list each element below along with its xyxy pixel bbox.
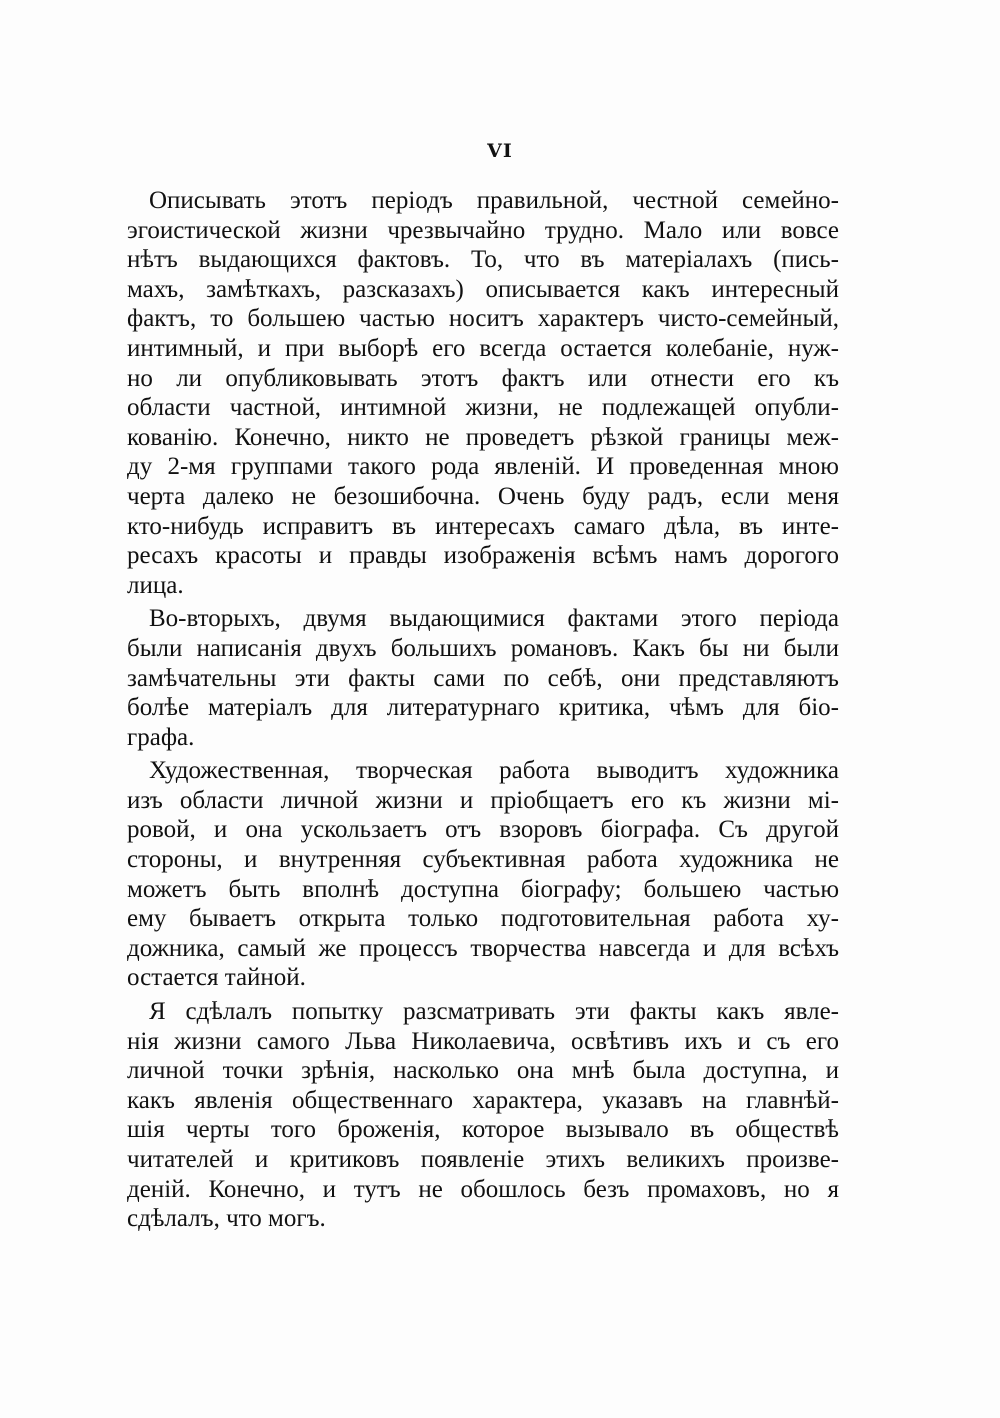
- text-line: Во-вторыхъ, двумя выдающимися фактами этого періода: [149, 605, 839, 633]
- text-line: фактъ, то большею частью носитъ характеръ чисто-семейный,: [127, 305, 839, 333]
- text-line: махъ, замѣткахъ, разсказахъ) описывается какъ интересный: [127, 275, 839, 303]
- body-text: [127, 186, 839, 1238]
- text-line: ровой, и она ускользаетъ отъ взоровъ біографа. Съ другой: [127, 816, 839, 844]
- text-line: интимный, и при выборѣ его всегда остается колебаніе, нуж-: [127, 334, 839, 362]
- text-line: графа.: [127, 723, 195, 751]
- text-line: шія черты того броженія, которое вызывало въ обществѣ: [127, 1116, 839, 1144]
- text-line: сдѣлалъ, что могъ.: [127, 1205, 326, 1233]
- text-line: болѣе матеріалъ для литературнаго критика, чѣмъ для біо-: [127, 694, 839, 722]
- text-line: какъ явленія общественнаго характера, указавъ на главнѣй-: [127, 1086, 839, 1114]
- text-line: личной точки зрѣнія, насколько она мнѣ была доступна, и: [127, 1057, 839, 1085]
- text-line: области частной, интимной жизни, не подлежащей опубли-: [127, 394, 839, 422]
- text-line: лица.: [127, 571, 184, 599]
- text-line: остается тайной.: [127, 964, 306, 992]
- paragraph: [127, 756, 839, 993]
- text-line: деній. Конечно, и тутъ не обошлось безъ промаховъ, но я: [127, 1175, 839, 1203]
- text-line: кто-нибудь исправитъ въ интересахъ самаго дѣла, въ инте-: [127, 512, 839, 540]
- text-line: замѣчательны эти факты сами по себѣ, они представляютъ: [127, 664, 839, 692]
- paragraph: [127, 186, 839, 600]
- text-line: дожника, самый же процессъ творчества навсегда и для всѣхъ: [127, 934, 839, 962]
- text-line: нѣтъ выдающихся фактовъ. То, что въ матеріалахъ (пись-: [127, 246, 839, 274]
- text-line: ду 2-мя группами такого рода явленій. И проведенная мною: [127, 453, 839, 481]
- text-line: изъ области личной жизни и пріобщаетъ его къ жизни мі-: [127, 786, 839, 814]
- text-line: эгоистической жизни чрезвычайно трудно. Мало или вовсе: [127, 216, 839, 244]
- page-number: VI: [487, 140, 513, 162]
- text-line: Я сдѣлалъ попытку разсматривать эти факты какъ явле-: [149, 998, 839, 1026]
- text-line: читателей и критиковъ появленіе этихъ великихъ произве-: [127, 1146, 839, 1173]
- text-line: Художественная, творческая работа выводитъ художника: [149, 757, 839, 785]
- paragraph: [127, 997, 839, 1234]
- paragraph: [127, 604, 839, 752]
- text-line: можетъ быть вполнѣ доступна біографу; большею частью: [127, 875, 839, 903]
- text-line: черта далеко не безошибочна. Очень буду радъ, если меня: [127, 482, 839, 510]
- text-line: были написанія двухъ большихъ романовъ. Какъ бы ни были: [127, 634, 839, 662]
- text-line: Описывать этотъ періодъ правильной, честной семейно-: [149, 187, 839, 214]
- text-line: но ли опубликовывать этотъ фактъ или отнести его къ: [127, 364, 839, 392]
- text-line: ему бываетъ открыта только подготовительная работа ху-: [127, 905, 839, 933]
- text-line: нія жизни самого Льва Николаевича, освѣтивъ ихъ и съ его: [127, 1027, 839, 1055]
- text-line: стороны, и внутренняя субъективная работа художника не: [127, 846, 839, 874]
- text-line: ресахъ красоты и правды изображенія всѣмъ намъ дорогого: [127, 542, 839, 570]
- text-line: кованію. Конечно, никто не проведетъ рѣзкой границы меж-: [127, 423, 839, 451]
